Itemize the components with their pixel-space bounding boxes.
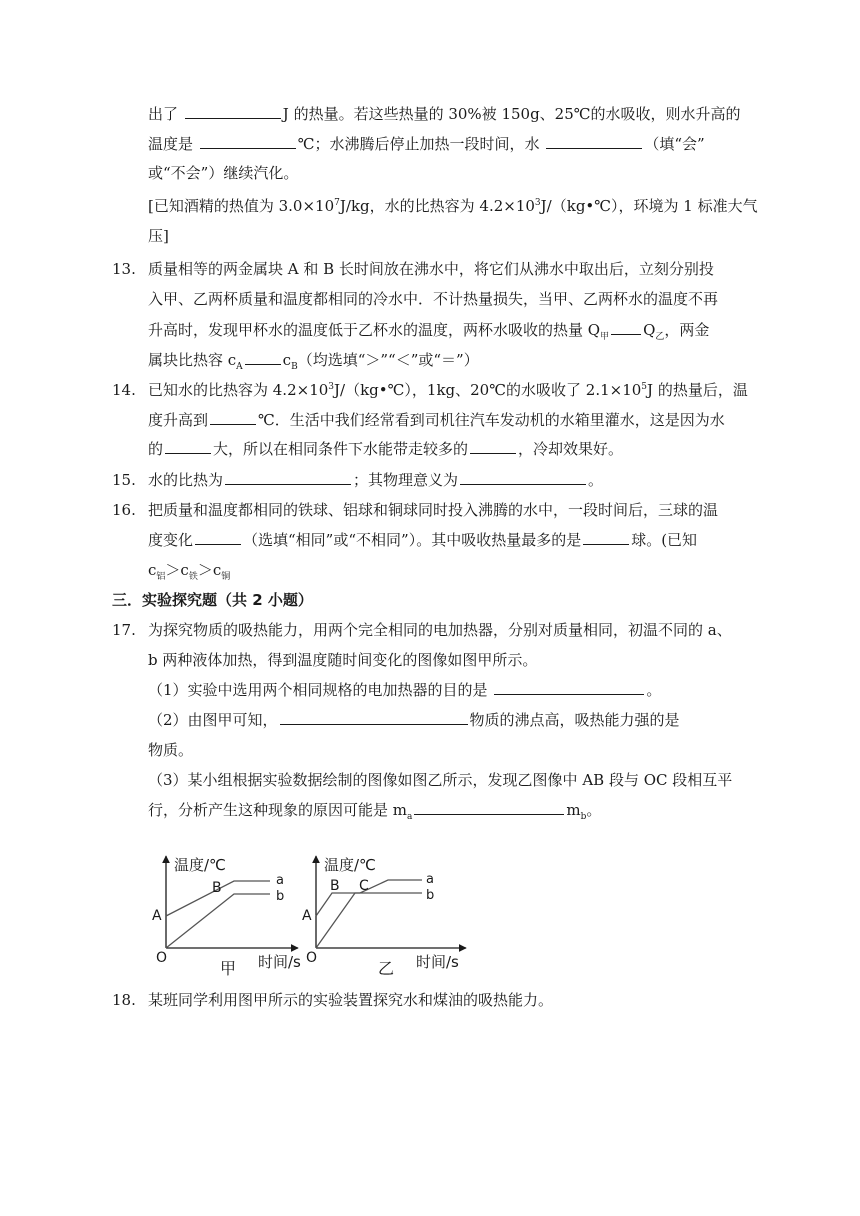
q14-line2: 度升高到 ℃．生活中我们经常看到司机往汽车发动机的水箱里灌水，这是因为水 bbox=[148, 411, 725, 429]
answer-blank[interactable] bbox=[583, 530, 629, 545]
series-label-b: b bbox=[426, 888, 435, 903]
q17-line1: 为探究物质的吸热能力，用两个完全相同的电加热器，分别对质量相同，初温不同的 a、 bbox=[148, 621, 732, 639]
q12-line1: 出了 J 的热量。若这些热量的 30%被 150g、25℃的水吸收，则水升高的 bbox=[148, 105, 741, 123]
q12-line2: 温度是 ℃；水沸腾后停止加热一段时间，水 （填“会” bbox=[148, 135, 705, 153]
q13-line3: 升高时，发现甲杯水的温度低于乙杯水的温度，两杯水吸收的热量 $Q_甲$ $Q_乙$，两金 bbox=[148, 321, 710, 342]
question-number: 18. bbox=[112, 991, 136, 1009]
section-heading: 三．实验探究题（共 2 小题） bbox=[112, 591, 313, 609]
q17-part3-cont: 行，分析产生这种现象的原因可能是 $m_a$ $m_b$。 bbox=[148, 801, 602, 822]
q18-line1: 某班同学利用图甲所示的实验装置探究水和煤油的吸热能力。 bbox=[148, 991, 554, 1009]
q16-line2: 度变化 （选填“相同”或“不相同”）。其中吸收热量最多的是 球。(已知 bbox=[148, 531, 698, 549]
series-label-a: a bbox=[426, 872, 434, 887]
answer-blank[interactable] bbox=[210, 410, 256, 425]
q15-line1: 水的比热为 ；其物理意义为 。 bbox=[148, 471, 604, 489]
y-axis-label: 温度/℃ bbox=[324, 856, 376, 874]
line-b bbox=[166, 894, 270, 948]
point-label-B: B bbox=[212, 880, 222, 896]
q17-line2: b 两种液体加热，得到温度随时间变化的图像如图甲所示。 bbox=[148, 651, 538, 669]
figure-caption: 乙 bbox=[378, 959, 395, 978]
q13-line2: 入甲、乙两杯质量和温度都相同的冷水中．不计热量损失，当甲、乙两杯水的温度不再 bbox=[148, 290, 719, 308]
q17-part1: （1）实验中选用两个相同规格的电加热器的目的是 。 bbox=[148, 681, 662, 699]
question-number: 15. bbox=[112, 471, 136, 489]
answer-blank[interactable] bbox=[460, 470, 586, 485]
origin-label: O bbox=[156, 950, 168, 966]
figure-jia bbox=[148, 850, 303, 980]
point-label-A: A bbox=[152, 908, 162, 924]
q12-line5: 压] bbox=[148, 227, 169, 245]
question-number: 13. bbox=[112, 260, 136, 278]
figure-yi bbox=[298, 850, 473, 980]
answer-blank[interactable] bbox=[546, 134, 642, 149]
q16-line1: 把质量和温度都相同的铁球、铝球和铜球同时投入沸腾的水中，一段时间后，三球的温 bbox=[148, 501, 719, 519]
q12-line3: 或“不会”）继续汽化。 bbox=[148, 164, 299, 182]
series-label-a: a bbox=[276, 873, 284, 888]
answer-blank[interactable] bbox=[470, 439, 516, 454]
origin-label: O bbox=[306, 950, 318, 966]
answer-blank[interactable] bbox=[611, 320, 641, 335]
q13-line4: 属块比热容 $c_A$ $c_B$（均选填“＞”“＜”或“＝”） bbox=[148, 351, 479, 372]
figure-caption: 甲 bbox=[220, 959, 237, 978]
answer-blank[interactable] bbox=[185, 104, 281, 119]
y-axis-label: 温度/℃ bbox=[174, 856, 226, 874]
answer-blank[interactable] bbox=[280, 710, 468, 725]
line-b bbox=[316, 893, 422, 948]
q13-line1: 质量相等的两金属块 A 和 B 长时间放在沸水中，将它们从沸水中取出后，立刻分别投 bbox=[148, 260, 714, 278]
point-label-A: A bbox=[302, 908, 312, 924]
answer-blank[interactable] bbox=[494, 680, 644, 695]
point-label-B: B bbox=[330, 878, 340, 894]
q14-line1: 已知水的比热容为 $4.2\times 10^3J/(kg•℃)$，1kg、20℃的水吸收了 $2.1\times 10^5J$ 的热量后，温 bbox=[148, 381, 748, 399]
q12-line4: [已知酒精的热值为 $3.0\times 10^7J/kg$，水的比热容为 $4.2\times 10^3J/(kg•℃)$，环境为 1 标准大气 bbox=[148, 197, 758, 215]
answer-blank[interactable] bbox=[414, 800, 564, 815]
answer-blank[interactable] bbox=[245, 350, 281, 365]
question-number: 17. bbox=[112, 621, 136, 639]
x-axis-label: 时间/s bbox=[416, 953, 459, 971]
question-number: 16. bbox=[112, 501, 136, 519]
q16-line3: $c_铝>c_铁>c_铜$ bbox=[148, 561, 231, 582]
question-number: 14. bbox=[112, 381, 136, 399]
point-label-C: C bbox=[359, 878, 369, 894]
q17-part3: （3）某小组根据实验数据绘制的图像如图乙所示，发现乙图像中 AB 段与 OC 段相互平 bbox=[148, 771, 733, 789]
q17-part2-cont: 物质。 bbox=[148, 741, 194, 759]
answer-blank[interactable] bbox=[165, 439, 211, 454]
series-label-b: b bbox=[276, 889, 285, 904]
x-axis-label: 时间/s bbox=[258, 953, 301, 971]
q17-part2: （2）由图甲可知， 物质的沸点高，吸热能力强的是 bbox=[148, 711, 680, 729]
q14-line3: 的 大，所以在相同条件下水能带走较多的 ，冷却效果好。 bbox=[148, 440, 624, 458]
answer-blank[interactable] bbox=[225, 470, 351, 485]
answer-blank[interactable] bbox=[200, 134, 296, 149]
answer-blank[interactable] bbox=[195, 530, 241, 545]
